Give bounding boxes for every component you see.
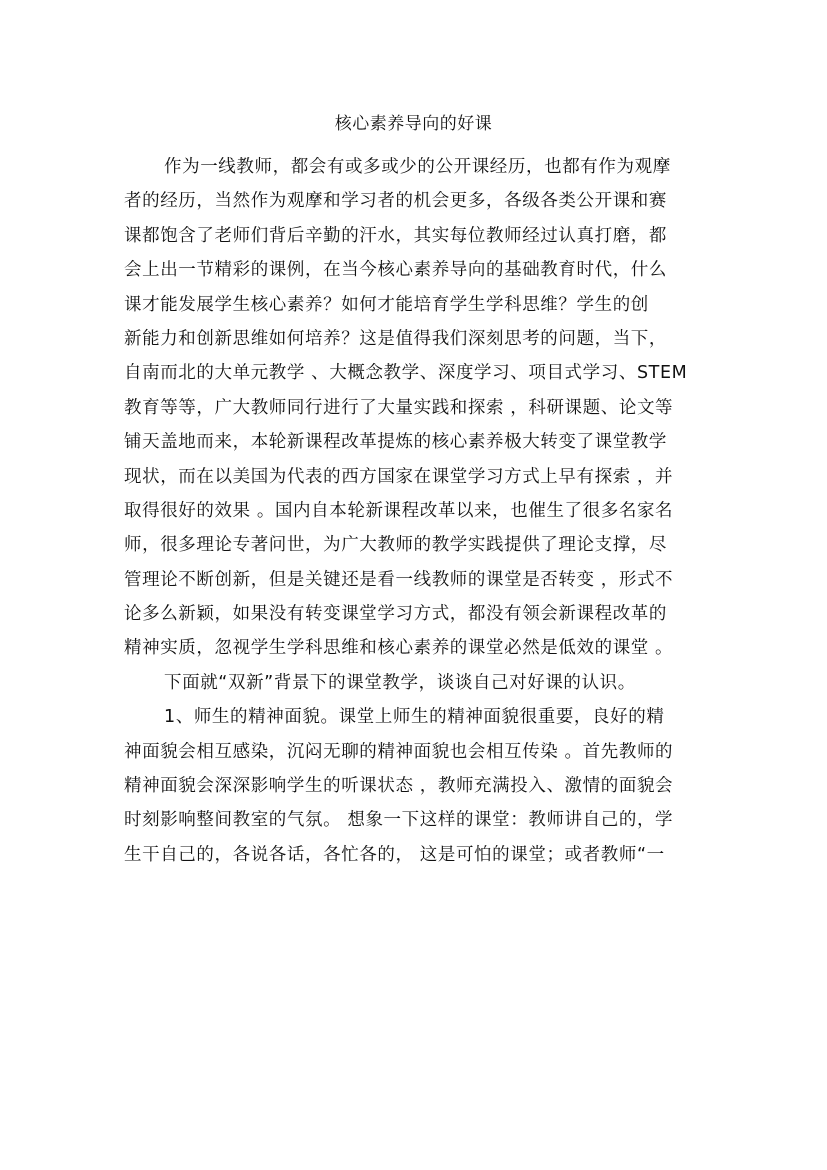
text-line: 铺天盖地而来，本轮新课程改革提炼的核心素养极大转变了课堂教学 bbox=[124, 432, 667, 453]
text-line: 下面就“双新”背景下的课堂教学，谈谈自己对好课的认识。 bbox=[164, 672, 636, 693]
text-line: 课都饱含了老师们背后辛勤的汗水，其实每位教师经过认真打磨，都 bbox=[124, 225, 667, 246]
text-line: 精神面貌会深深影响学生的听课状态 ，教师充满投入、激情的面貌会 bbox=[124, 776, 674, 797]
text-line: 论多么新颖，如果没有转变课堂学习方式，都没有领会新课程改革的 bbox=[124, 604, 667, 625]
text-line: 现状，而在以美国为代表的西方国家在课堂学习方式上早有探索 ，并 bbox=[124, 466, 674, 487]
text-line: 者的经历，当然作为观摩和学习者的机会更多，各级各类公开课和赛 bbox=[124, 191, 667, 212]
text-line: 教育等等，广大教师同行进行了大量实践和探索 ，科研课题、论文等 bbox=[124, 397, 674, 418]
text-line: 1、师生的精神面貌。课堂上师生的精神面貌很重要，良好的精 bbox=[164, 707, 665, 728]
text-line: 课才能发展学生核心素养？如何才能培育学生学科思维？学生的创 bbox=[124, 294, 649, 315]
text-line: 生干自己的，各说各话，各忙各的， 这是可怕的课堂；或者教师“一 bbox=[124, 844, 665, 865]
document-title: 核心素养导向的好课 bbox=[334, 114, 493, 134]
text-line: 师，很多理论专著问世，为广大教师的教学实践提供了理论支撑，尽 bbox=[124, 535, 667, 556]
text-line: 管理论不断创新，但是关键还是看一线教师的课堂是否转变 ，形式不 bbox=[124, 569, 674, 590]
text-line: 作为一线教师，都会有或多或少的公开课经历，也都有作为观摩 bbox=[164, 157, 671, 177]
text-line: 会上出一节精彩的课例，在当今核心素养导向的基础教育时代，什么 bbox=[124, 260, 667, 281]
text-line: 取得很好的效果 。国内自本轮新课程改革以来，也催生了很多名家名 bbox=[124, 500, 674, 521]
text-line: 精神实质，忽视学生学科思维和核心素养的课堂必然是低效的课堂 。 bbox=[124, 638, 674, 659]
document-body bbox=[124, 150, 714, 872]
text-line: 神面貌会相互感染，沉闷无聊的精神面貌也会相互传染 。首先教师的 bbox=[124, 741, 674, 762]
text-line: 时刻影响整间教室的气氛。 想象一下这样的课堂：教师讲自己的，学 bbox=[124, 810, 674, 831]
text-line: 新能力和创新思维如何培养？这是值得我们深刻思考的问题，当下， bbox=[124, 328, 667, 349]
text-line: 自南而北的大单元教学 、大概念教学、深度学习、项目式学习、STEM bbox=[124, 363, 688, 384]
